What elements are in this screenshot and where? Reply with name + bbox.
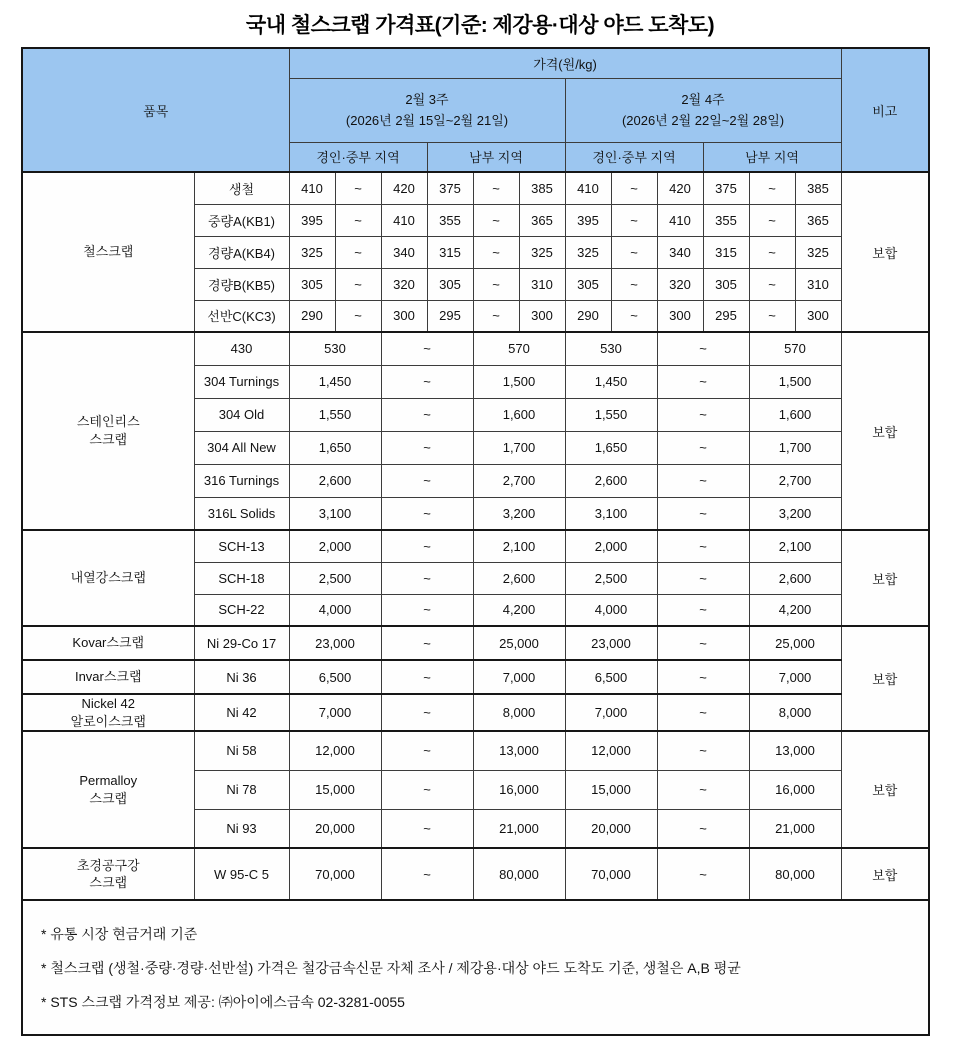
price-cell: 2,600 bbox=[565, 464, 657, 497]
price-cell: 365 bbox=[519, 204, 565, 236]
tilde-cell: ~ bbox=[657, 464, 749, 497]
tilde-cell: ~ bbox=[611, 204, 657, 236]
tilde-cell: ~ bbox=[381, 497, 473, 530]
price-cell: 290 bbox=[565, 300, 611, 332]
tilde-cell: ~ bbox=[381, 594, 473, 626]
price-cell: 410 bbox=[289, 172, 335, 204]
table-row bbox=[22, 332, 929, 365]
category-cell: Nickel 42 알로이스크랩 bbox=[22, 694, 194, 731]
price-cell: 4,200 bbox=[473, 594, 565, 626]
table-row bbox=[22, 694, 929, 731]
price-cell: 1,550 bbox=[565, 398, 657, 431]
item-cell: Ni 93 bbox=[194, 809, 289, 848]
week4-region-south-header: 남부 지역 bbox=[703, 142, 841, 172]
price-cell: 23,000 bbox=[565, 626, 657, 660]
price-cell: 1,600 bbox=[473, 398, 565, 431]
price-cell: 4,000 bbox=[289, 594, 381, 626]
week3-range: (2026년 2월 15일~2월 21일) bbox=[345, 113, 509, 128]
tilde-cell: ~ bbox=[657, 398, 749, 431]
tilde-cell: ~ bbox=[381, 332, 473, 365]
category-cell: Invar스크랩 bbox=[22, 660, 194, 694]
note-line-2: * 철스크랩 (생철·중량·경량·선반설) 가격은 철강금속신문 자체 조사 / 제강용·대상 야드 도착도 기준, 생철은 A,B 평균 bbox=[41, 959, 741, 976]
price-cell: 325 bbox=[795, 236, 841, 268]
item-cell: Ni 29-Co 17 bbox=[194, 626, 289, 660]
week4-range: (2026년 2월 22일~2월 28일) bbox=[621, 113, 785, 128]
tilde-cell: ~ bbox=[657, 660, 749, 694]
price-cell: 420 bbox=[657, 172, 703, 204]
tilde-cell: ~ bbox=[381, 694, 473, 731]
price-cell: 6,500 bbox=[289, 660, 381, 694]
page-title: 국내 철스크랩 가격표(기준: 제강용·대상 야드 도착도) bbox=[245, 14, 715, 37]
item-cell: 430 bbox=[194, 332, 289, 365]
tilde-cell: ~ bbox=[381, 562, 473, 594]
note-line-3: * STS 스크랩 가격정보 제공: ㈜아이에스금속 02-3281-0055 bbox=[41, 993, 405, 1010]
price-cell: 530 bbox=[565, 332, 657, 365]
tilde-cell: ~ bbox=[657, 562, 749, 594]
price-cell: 315 bbox=[427, 236, 473, 268]
price-cell: 295 bbox=[427, 300, 473, 332]
price-cell: 7,000 bbox=[289, 694, 381, 731]
tilde-cell: ~ bbox=[657, 332, 749, 365]
price-cell: 300 bbox=[519, 300, 565, 332]
price-cell: 23,000 bbox=[289, 626, 381, 660]
price-cell: 80,000 bbox=[473, 848, 565, 900]
remark-cell: 보합 bbox=[841, 530, 929, 626]
item-cell: Ni 36 bbox=[194, 660, 289, 694]
item-cell: SCH-18 bbox=[194, 562, 289, 594]
price-cell: 2,000 bbox=[565, 530, 657, 562]
item-cell: 304 All New bbox=[194, 431, 289, 464]
price-cell: 7,000 bbox=[473, 660, 565, 694]
price-cell: 355 bbox=[427, 204, 473, 236]
price-cell: 1,600 bbox=[749, 398, 841, 431]
category-cell: 초경공구강 스크랩 bbox=[22, 848, 194, 900]
tilde-cell: ~ bbox=[473, 236, 519, 268]
price-cell: 16,000 bbox=[473, 770, 565, 809]
price-cell: 375 bbox=[703, 172, 749, 204]
item-cell: 중량A(KB1) bbox=[194, 204, 289, 236]
tilde-cell: ~ bbox=[473, 204, 519, 236]
price-cell: 70,000 bbox=[289, 848, 381, 900]
remark-cell: 보합 bbox=[841, 731, 929, 848]
week3-header bbox=[289, 78, 565, 142]
item-cell: W 95-C 5 bbox=[194, 848, 289, 900]
price-cell: 13,000 bbox=[473, 731, 565, 770]
price-cell: 385 bbox=[795, 172, 841, 204]
item-cell: 생철 bbox=[194, 172, 289, 204]
price-cell: 1,650 bbox=[565, 431, 657, 464]
tilde-cell: ~ bbox=[749, 172, 795, 204]
table-row bbox=[22, 172, 929, 204]
price-cell: 2,600 bbox=[289, 464, 381, 497]
table-row bbox=[22, 848, 929, 900]
price-cell: 80,000 bbox=[749, 848, 841, 900]
price-cell: 2,600 bbox=[473, 562, 565, 594]
table-row bbox=[22, 660, 929, 694]
tilde-cell: ~ bbox=[381, 626, 473, 660]
price-cell: 305 bbox=[427, 268, 473, 300]
price-cell: 320 bbox=[657, 268, 703, 300]
item-cell: Ni 58 bbox=[194, 731, 289, 770]
category-cell: 스테인리스 스크랩 bbox=[22, 332, 194, 530]
price-cell: 21,000 bbox=[473, 809, 565, 848]
price-cell: 340 bbox=[657, 236, 703, 268]
price-cell: 1,700 bbox=[749, 431, 841, 464]
category-cell: Kovar스크랩 bbox=[22, 626, 194, 660]
tilde-cell: ~ bbox=[611, 268, 657, 300]
tilde-cell: ~ bbox=[381, 464, 473, 497]
tilde-cell: ~ bbox=[657, 497, 749, 530]
price-cell: 325 bbox=[289, 236, 335, 268]
price-cell: 2,100 bbox=[473, 530, 565, 562]
tilde-cell: ~ bbox=[335, 204, 381, 236]
tilde-cell: ~ bbox=[657, 809, 749, 848]
tilde-cell: ~ bbox=[335, 268, 381, 300]
tilde-cell: ~ bbox=[749, 300, 795, 332]
tilde-cell: ~ bbox=[473, 300, 519, 332]
price-cell: 3,200 bbox=[473, 497, 565, 530]
price-cell: 530 bbox=[289, 332, 381, 365]
item-cell: 304 Turnings bbox=[194, 365, 289, 398]
price-cell: 70,000 bbox=[565, 848, 657, 900]
category-cell: 내열강스크랩 bbox=[22, 530, 194, 626]
week4-region-central-header: 경인·중부 지역 bbox=[565, 142, 703, 172]
item-cell: SCH-13 bbox=[194, 530, 289, 562]
tilde-cell: ~ bbox=[381, 848, 473, 900]
price-cell: 2,100 bbox=[749, 530, 841, 562]
tilde-cell: ~ bbox=[611, 236, 657, 268]
price-cell: 4,200 bbox=[749, 594, 841, 626]
item-cell: 경량B(KB5) bbox=[194, 268, 289, 300]
price-cell: 355 bbox=[703, 204, 749, 236]
price-cell: 325 bbox=[519, 236, 565, 268]
price-cell: 395 bbox=[565, 204, 611, 236]
price-cell: 8,000 bbox=[749, 694, 841, 731]
price-cell: 20,000 bbox=[289, 809, 381, 848]
price-cell: 3,200 bbox=[749, 497, 841, 530]
price-cell: 6,500 bbox=[565, 660, 657, 694]
price-cell: 570 bbox=[749, 332, 841, 365]
tilde-cell: ~ bbox=[657, 731, 749, 770]
item-cell: 316 Turnings bbox=[194, 464, 289, 497]
price-cell: 300 bbox=[657, 300, 703, 332]
tilde-cell: ~ bbox=[473, 268, 519, 300]
item-column-header: 품목 bbox=[22, 48, 289, 172]
item-cell: 선반C(KC3) bbox=[194, 300, 289, 332]
price-cell: 385 bbox=[519, 172, 565, 204]
price-cell: 25,000 bbox=[473, 626, 565, 660]
tilde-cell: ~ bbox=[657, 626, 749, 660]
price-cell: 7,000 bbox=[565, 694, 657, 731]
price-cell: 570 bbox=[473, 332, 565, 365]
price-cell: 12,000 bbox=[289, 731, 381, 770]
remark-cell: 보합 bbox=[841, 848, 929, 900]
price-cell: 3,100 bbox=[289, 497, 381, 530]
tilde-cell: ~ bbox=[657, 431, 749, 464]
tilde-cell: ~ bbox=[335, 300, 381, 332]
price-table bbox=[21, 47, 930, 1036]
price-cell: 8,000 bbox=[473, 694, 565, 731]
price-cell: 410 bbox=[565, 172, 611, 204]
item-cell: Ni 78 bbox=[194, 770, 289, 809]
price-cell: 1,450 bbox=[565, 365, 657, 398]
price-cell: 15,000 bbox=[565, 770, 657, 809]
tilde-cell: ~ bbox=[611, 172, 657, 204]
price-cell: 4,000 bbox=[565, 594, 657, 626]
price-cell: 2,700 bbox=[749, 464, 841, 497]
price-cell: 310 bbox=[519, 268, 565, 300]
price-cell: 20,000 bbox=[565, 809, 657, 848]
table-row bbox=[22, 626, 929, 660]
price-cell: 410 bbox=[381, 204, 427, 236]
table-row bbox=[22, 731, 929, 770]
price-cell: 13,000 bbox=[749, 731, 841, 770]
price-cell: 305 bbox=[289, 268, 335, 300]
week3-region-central-header: 경인·중부 지역 bbox=[289, 142, 427, 172]
tilde-cell: ~ bbox=[657, 530, 749, 562]
price-cell: 2,500 bbox=[289, 562, 381, 594]
price-cell: 1,500 bbox=[473, 365, 565, 398]
week3-label: 2월 3주 bbox=[405, 91, 449, 107]
price-cell: 420 bbox=[381, 172, 427, 204]
price-cell: 2,600 bbox=[749, 562, 841, 594]
tilde-cell: ~ bbox=[335, 172, 381, 204]
tilde-cell: ~ bbox=[657, 848, 749, 900]
price-cell: 1,500 bbox=[749, 365, 841, 398]
week3-region-south-header: 남부 지역 bbox=[427, 142, 565, 172]
price-cell: 2,000 bbox=[289, 530, 381, 562]
table-header bbox=[22, 48, 929, 172]
price-cell: 15,000 bbox=[289, 770, 381, 809]
tilde-cell: ~ bbox=[657, 694, 749, 731]
tilde-cell: ~ bbox=[381, 731, 473, 770]
table-footer bbox=[22, 900, 929, 1035]
price-cell: 325 bbox=[565, 236, 611, 268]
remark-cell: 보합 bbox=[841, 332, 929, 530]
note-line-1: * 유통 시장 현금거래 기준 bbox=[41, 925, 198, 942]
tilde-cell: ~ bbox=[381, 365, 473, 398]
price-cell: 2,500 bbox=[565, 562, 657, 594]
remark-column-header: 비고 bbox=[841, 48, 929, 172]
tilde-cell: ~ bbox=[657, 365, 749, 398]
item-cell: 316L Solids bbox=[194, 497, 289, 530]
tilde-cell: ~ bbox=[657, 594, 749, 626]
tilde-cell: ~ bbox=[749, 268, 795, 300]
tilde-cell: ~ bbox=[381, 530, 473, 562]
price-cell: 25,000 bbox=[749, 626, 841, 660]
tilde-cell: ~ bbox=[381, 431, 473, 464]
price-cell: 16,000 bbox=[749, 770, 841, 809]
price-cell: 2,700 bbox=[473, 464, 565, 497]
item-cell: 304 Old bbox=[194, 398, 289, 431]
week4-label: 2월 4주 bbox=[681, 91, 725, 107]
price-cell: 1,450 bbox=[289, 365, 381, 398]
price-cell: 315 bbox=[703, 236, 749, 268]
price-cell: 295 bbox=[703, 300, 749, 332]
price-cell: 365 bbox=[795, 204, 841, 236]
tilde-cell: ~ bbox=[381, 398, 473, 431]
tilde-cell: ~ bbox=[749, 204, 795, 236]
week4-header bbox=[565, 78, 841, 142]
price-cell: 300 bbox=[795, 300, 841, 332]
item-cell: Ni 42 bbox=[194, 694, 289, 731]
price-cell: 375 bbox=[427, 172, 473, 204]
tilde-cell: ~ bbox=[611, 300, 657, 332]
tilde-cell: ~ bbox=[749, 236, 795, 268]
price-cell: 340 bbox=[381, 236, 427, 268]
notes-row bbox=[22, 900, 929, 1035]
price-cell: 12,000 bbox=[565, 731, 657, 770]
price-cell: 395 bbox=[289, 204, 335, 236]
table-body bbox=[22, 172, 929, 900]
price-group-header: 가격(원/kg) bbox=[289, 48, 841, 78]
price-cell: 310 bbox=[795, 268, 841, 300]
tilde-cell: ~ bbox=[381, 660, 473, 694]
tilde-cell: ~ bbox=[381, 809, 473, 848]
price-cell: 305 bbox=[703, 268, 749, 300]
price-cell: 1,700 bbox=[473, 431, 565, 464]
item-cell: SCH-22 bbox=[194, 594, 289, 626]
price-cell: 21,000 bbox=[749, 809, 841, 848]
price-cell: 3,100 bbox=[565, 497, 657, 530]
category-cell: Permalloy 스크랩 bbox=[22, 731, 194, 848]
category-cell: 철스크랩 bbox=[22, 172, 194, 332]
tilde-cell: ~ bbox=[657, 770, 749, 809]
price-cell: 1,550 bbox=[289, 398, 381, 431]
item-cell: 경량A(KB4) bbox=[194, 236, 289, 268]
tilde-cell: ~ bbox=[335, 236, 381, 268]
remark-cell: 보합 bbox=[841, 172, 929, 332]
price-cell: 7,000 bbox=[749, 660, 841, 694]
notes-cell bbox=[22, 900, 929, 1035]
price-cell: 305 bbox=[565, 268, 611, 300]
price-cell: 300 bbox=[381, 300, 427, 332]
price-cell: 320 bbox=[381, 268, 427, 300]
table-row bbox=[22, 530, 929, 562]
remark-cell: 보합 bbox=[841, 626, 929, 731]
tilde-cell: ~ bbox=[381, 770, 473, 809]
price-cell: 1,650 bbox=[289, 431, 381, 464]
price-cell: 410 bbox=[657, 204, 703, 236]
tilde-cell: ~ bbox=[473, 172, 519, 204]
price-cell: 290 bbox=[289, 300, 335, 332]
